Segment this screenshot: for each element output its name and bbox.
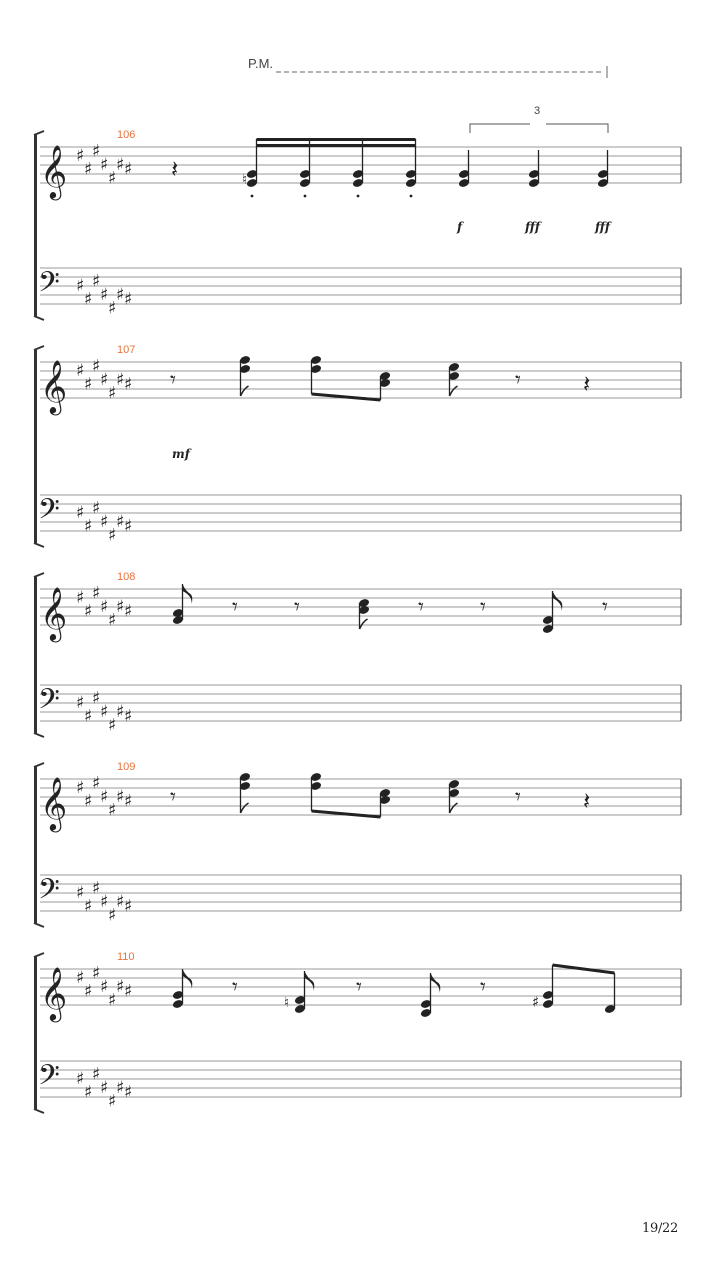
key-signature-sharp: ♯ (124, 159, 133, 180)
eighth-rest: 𝄾 (480, 975, 486, 1000)
bracket-bottom-hook (34, 316, 44, 320)
quarter-rest: 𝄽 (171, 155, 179, 183)
key-signature-sharp: ♯ (124, 791, 133, 812)
dynamic-marking: fff (525, 220, 541, 234)
key-signature-sharp: ♯ (76, 883, 85, 903)
staccato-dot (304, 195, 307, 198)
bracket-top-hook (34, 346, 44, 350)
bracket-top-hook (34, 131, 44, 135)
key-signature-sharp: ♯ (116, 285, 125, 305)
eighth-rest: 𝄾 (232, 975, 238, 1000)
system-bracket (34, 767, 37, 923)
note-flag (360, 619, 368, 629)
measure-number: 110 (117, 951, 135, 963)
key-signature-sharp: ♯ (92, 498, 101, 519)
key-signature-sharp: ♯ (124, 516, 133, 537)
key-signature-sharp: ♯ (124, 374, 133, 395)
key-signature-sharp: ♯ (76, 276, 85, 296)
key-signature-sharp: ♯ (116, 512, 125, 532)
bass-clef: 𝄢 (38, 1059, 60, 1099)
bracket-top-hook (34, 953, 44, 957)
system-bracket (34, 577, 37, 733)
key-signature-sharp: ♯ (76, 1069, 85, 1089)
sixteenth-beam (257, 144, 416, 147)
eighth-rest: 𝄾 (356, 975, 362, 1000)
key-signature-sharp: ♯ (116, 597, 125, 617)
key-signature-sharp: ♯ (124, 706, 133, 727)
measure-number: 108 (117, 571, 136, 583)
key-signature-sharp: ♯ (92, 773, 101, 794)
key-signature-sharp: ♯ (76, 968, 85, 988)
key-signature-sharp: ♯ (100, 787, 109, 807)
page-number: 19/22 (642, 1221, 678, 1236)
key-signature-sharp: ♯ (92, 688, 101, 709)
key-signature-sharp: ♯ (100, 892, 109, 912)
key-signature-sharp: ♯ (108, 298, 117, 319)
key-signature-sharp: ♯ (76, 361, 85, 381)
key-signature-sharp: ♯ (84, 159, 93, 180)
key-signature-sharp: ♯ (84, 791, 93, 812)
note-flag (553, 591, 563, 611)
eighth-rest: 𝄾 (418, 595, 424, 620)
key-signature-sharp: ♯ (100, 155, 109, 175)
eighth-rest: 𝄾 (170, 368, 176, 393)
bracket-top-hook (34, 763, 44, 767)
tuplet-bracket (546, 124, 608, 133)
system-bracket (34, 135, 37, 316)
eighth-beam (312, 394, 381, 400)
measure-number: 109 (117, 761, 136, 773)
bracket-bottom-hook (34, 923, 44, 927)
staccato-dot (410, 195, 413, 198)
key-signature-sharp: ♯ (76, 778, 85, 798)
eighth-rest: 𝄾 (170, 785, 176, 810)
key-signature-sharp: ♯ (124, 896, 133, 917)
eighth-rest: 𝄾 (515, 368, 521, 393)
key-signature-sharp: ♯ (92, 271, 101, 292)
key-signature-sharp: ♯ (100, 597, 109, 617)
bracket-bottom-hook (34, 733, 44, 737)
staccato-dot (251, 195, 254, 198)
measure-number: 107 (117, 344, 136, 356)
key-signature-sharp: ♯ (76, 693, 85, 713)
bracket-bottom-hook (34, 543, 44, 547)
natural-accidental: ♮ (284, 995, 290, 1011)
staccato-dot (357, 195, 360, 198)
note-flag (450, 386, 458, 396)
key-signature-sharp: ♯ (124, 1082, 133, 1103)
note-flag (183, 584, 193, 604)
treble-clef: 𝄞 (40, 966, 68, 1020)
key-signature-sharp: ♯ (108, 800, 117, 821)
key-signature-sharp: ♯ (108, 525, 117, 546)
key-signature-sharp: ♯ (92, 141, 101, 162)
sixteenth-beam (257, 138, 416, 141)
note-flag (305, 971, 315, 991)
key-signature-sharp: ♯ (100, 370, 109, 390)
tuplet-bracket (470, 124, 530, 133)
note-flag (241, 386, 249, 396)
eighth-rest: 𝄾 (232, 595, 238, 620)
key-signature-sharp: ♯ (116, 702, 125, 722)
key-signature-sharp: ♯ (84, 896, 93, 917)
measure-number: 106 (117, 129, 136, 141)
eighth-beam (312, 811, 381, 817)
key-signature-sharp: ♯ (100, 702, 109, 722)
key-signature-sharp: ♯ (92, 963, 101, 984)
key-signature-sharp: ♯ (84, 981, 93, 1002)
dynamic-marking: mf (172, 447, 190, 461)
key-signature-sharp: ♯ (100, 285, 109, 305)
eighth-rest: 𝄾 (294, 595, 300, 620)
palm-mute-label: P.M. (248, 56, 274, 71)
eighth-rest: 𝄾 (480, 595, 486, 620)
key-signature-sharp: ♯ (108, 610, 117, 631)
quarter-rest: 𝄽 (583, 787, 591, 815)
key-signature-sharp: ♯ (84, 601, 93, 622)
note-flag (431, 973, 441, 993)
treble-clef: 𝄞 (40, 586, 68, 640)
bass-clef: 𝄢 (38, 493, 60, 533)
key-signature-sharp: ♯ (108, 990, 117, 1011)
key-signature-sharp: ♯ (108, 168, 117, 189)
key-signature-sharp: ♯ (108, 715, 117, 736)
treble-clef: 𝄞 (40, 144, 68, 198)
dynamic-marking: f (457, 220, 463, 234)
key-signature-sharp: ♯ (76, 588, 85, 608)
key-signature-sharp: ♯ (84, 289, 93, 310)
note-flag (183, 969, 193, 989)
treble-clef: 𝄞 (40, 359, 68, 413)
key-signature-sharp: ♯ (124, 981, 133, 1002)
treble-clef: 𝄞 (40, 776, 68, 830)
key-signature-sharp: ♯ (84, 374, 93, 395)
key-signature-sharp: ♯ (76, 146, 85, 166)
note-flag (450, 803, 458, 813)
bass-clef: 𝄢 (38, 683, 60, 723)
key-signature-sharp: ♯ (92, 878, 101, 899)
key-signature-sharp: ♯ (100, 512, 109, 532)
key-signature-sharp: ♯ (116, 1078, 125, 1098)
key-signature-sharp: ♯ (108, 905, 117, 926)
key-signature-sharp: ♯ (108, 383, 117, 404)
bracket-bottom-hook (34, 1109, 44, 1113)
tuplet-number: 3 (534, 105, 541, 117)
bracket-top-hook (34, 573, 44, 577)
eighth-rest: 𝄾 (515, 785, 521, 810)
system-bracket (34, 957, 37, 1109)
key-signature-sharp: ♯ (116, 155, 125, 175)
key-signature-sharp: ♯ (116, 977, 125, 997)
key-signature-sharp: ♯ (84, 1082, 93, 1103)
natural-accidental: ♮ (242, 172, 248, 188)
key-signature-sharp: ♯ (100, 1078, 109, 1098)
key-signature-sharp: ♯ (92, 1064, 101, 1085)
key-signature-sharp: ♯ (76, 503, 85, 523)
key-signature-sharp: ♯ (84, 516, 93, 537)
key-signature-sharp: ♯ (116, 892, 125, 912)
quarter-rest: 𝄽 (583, 370, 591, 398)
key-signature-sharp: ♯ (116, 787, 125, 807)
key-signature-sharp: ♯ (100, 977, 109, 997)
key-signature-sharp: ♯ (92, 583, 101, 604)
sharp-accidental: ♯ (532, 993, 540, 1011)
key-signature-sharp: ♯ (92, 356, 101, 377)
key-signature-sharp: ♯ (124, 289, 133, 310)
key-signature-sharp: ♯ (108, 1091, 117, 1112)
key-signature-sharp: ♯ (124, 601, 133, 622)
system-bracket (34, 350, 37, 543)
key-signature-sharp: ♯ (84, 706, 93, 727)
dynamic-marking: fff (595, 220, 611, 234)
bass-clef: 𝄢 (38, 266, 60, 306)
bass-clef: 𝄢 (38, 873, 60, 913)
key-signature-sharp: ♯ (116, 370, 125, 390)
eighth-rest: 𝄾 (602, 595, 608, 620)
note-flag (241, 803, 249, 813)
